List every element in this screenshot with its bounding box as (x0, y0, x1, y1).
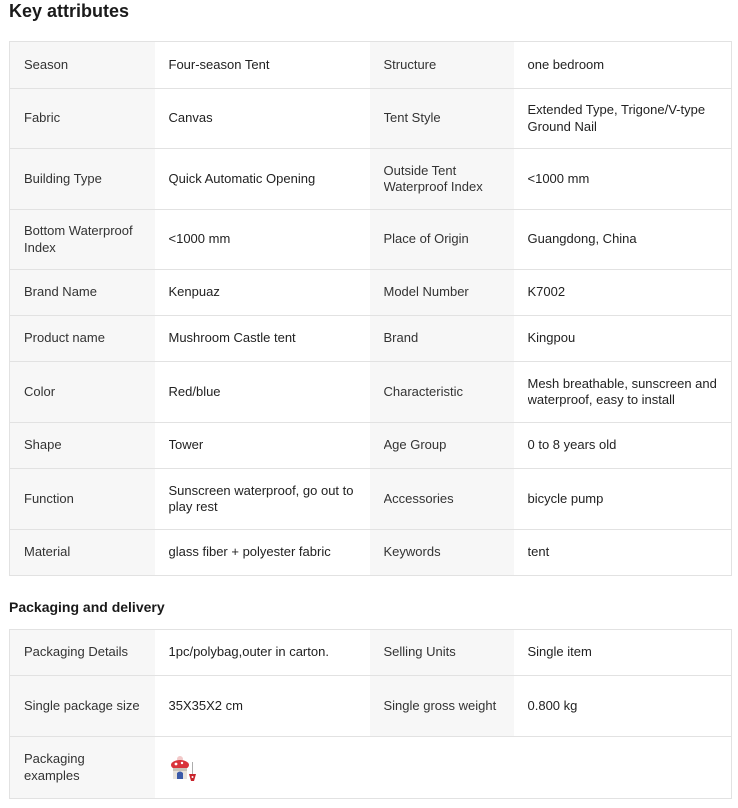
attr-value: Sunscreen waterproof, go out to play rest (155, 469, 370, 530)
table-row (10, 362, 732, 423)
attr-key: Age Group (370, 423, 514, 469)
table-row (10, 89, 732, 149)
attr-value: Canvas (155, 89, 370, 149)
attr-key: Brand Name (10, 270, 155, 316)
attr-value: Red/blue (155, 362, 370, 423)
attr-key: Accessories (370, 469, 514, 530)
attr-value: Kingpou (514, 316, 732, 362)
table-row (10, 530, 732, 576)
key-attributes-title: Key attributes (9, 1, 130, 21)
key-attributes-table (9, 41, 732, 576)
table-row (10, 42, 732, 89)
table-row (10, 149, 732, 210)
table-row (10, 423, 732, 469)
attr-key: Selling Units (370, 630, 514, 676)
attr-key: Brand (370, 316, 514, 362)
table-row (10, 737, 732, 799)
attr-value: 35X35X2 cm (155, 676, 370, 737)
attr-key: Shape (10, 423, 155, 469)
table-row (10, 469, 732, 530)
attr-key: Color (10, 362, 155, 423)
attr-key: Packaging Details (10, 630, 155, 676)
table-row (10, 316, 732, 362)
attr-value: Mesh breathable, sunscreen and waterproof, easy to install (514, 362, 732, 423)
attr-value: <1000 mm (514, 149, 732, 210)
attr-key: Function (10, 469, 155, 530)
packaging-title: Packaging and delivery (9, 599, 165, 615)
attr-key: Tent Style (370, 89, 514, 149)
attr-value: Quick Automatic Opening (155, 149, 370, 210)
attr-key: Building Type (10, 149, 155, 210)
attr-value: <1000 mm (155, 210, 370, 270)
tent-thumbnail-icon[interactable] (169, 754, 199, 782)
attr-value: Mushroom Castle tent (155, 316, 370, 362)
attr-value: bicycle pump (514, 469, 732, 530)
attr-key: Season (10, 42, 155, 89)
attr-key: Material (10, 530, 155, 576)
attr-key: Single package size (10, 676, 155, 737)
packaging-table (9, 629, 732, 799)
attr-value: Tower (155, 423, 370, 469)
attr-value: Extended Type, Trigone/V-type Ground Nail (514, 89, 732, 149)
attr-value: Four-season Tent (155, 42, 370, 89)
attr-key: Bottom Waterproof Index (10, 210, 155, 270)
attr-value: Single item (514, 630, 732, 676)
attr-key: Characteristic (370, 362, 514, 423)
attr-value: 0 to 8 years old (514, 423, 732, 469)
table-row (10, 210, 732, 270)
attr-key: Place of Origin (370, 210, 514, 270)
attr-value: 0.800 kg (514, 676, 732, 737)
table-row (10, 676, 732, 737)
attr-value: Kenpuaz (155, 270, 370, 316)
attr-key: Structure (370, 42, 514, 89)
attr-key: Single gross weight (370, 676, 514, 737)
attr-key: Product name (10, 316, 155, 362)
attr-key: Fabric (10, 89, 155, 149)
attr-value: K7002 (514, 270, 732, 316)
table-row (10, 630, 732, 676)
attr-value: 1pc/polybag,outer in carton. (155, 630, 370, 676)
attr-value: glass fiber + polyester fabric (155, 530, 370, 576)
attr-key: Packaging examples (10, 737, 155, 799)
table-row (10, 270, 732, 316)
attr-key: Keywords (370, 530, 514, 576)
packaging-examples-cell (155, 737, 732, 799)
attr-key: Outside Tent Waterproof Index (370, 149, 514, 210)
attr-value: tent (514, 530, 732, 576)
attr-value: one bedroom (514, 42, 732, 89)
attr-value: Guangdong, China (514, 210, 732, 270)
attr-key: Model Number (370, 270, 514, 316)
